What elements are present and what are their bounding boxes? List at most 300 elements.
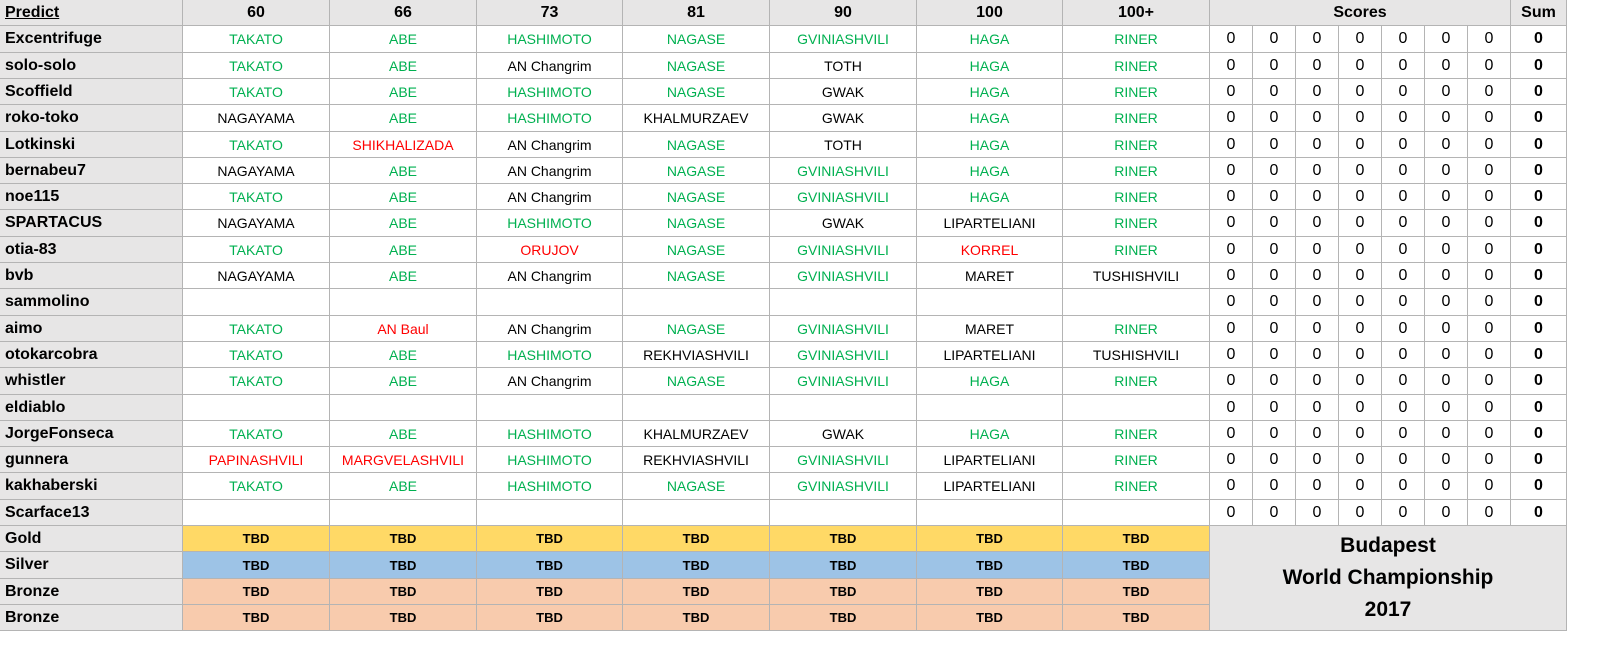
score-cell[interactable]: 0 — [1210, 342, 1253, 368]
score-cell[interactable]: 0 — [1468, 53, 1511, 79]
score-cell[interactable]: 0 — [1382, 210, 1425, 237]
score-cell[interactable]: 0 — [1425, 421, 1468, 447]
sum-cell[interactable]: 0 — [1511, 158, 1567, 184]
prediction-cell[interactable]: GWAK — [770, 210, 917, 237]
player-name[interactable]: otokarcobra — [0, 342, 183, 368]
score-cell[interactable]: 0 — [1253, 473, 1296, 500]
score-cell[interactable]: 0 — [1210, 132, 1253, 158]
score-cell[interactable]: 0 — [1296, 132, 1339, 158]
prediction-cell[interactable]: TOTH — [770, 53, 917, 79]
score-cell[interactable]: 0 — [1425, 237, 1468, 263]
prediction-cell[interactable]: PAPINASHVILI — [183, 447, 330, 473]
prediction-cell[interactable]: GVINIASHVILI — [770, 316, 917, 342]
score-cell[interactable]: 0 — [1468, 158, 1511, 184]
score-cell[interactable]: 0 — [1210, 184, 1253, 210]
score-cell[interactable]: 0 — [1253, 447, 1296, 473]
score-cell[interactable]: 0 — [1468, 237, 1511, 263]
prediction-cell[interactable]: NAGASE — [623, 263, 770, 289]
prediction-cell[interactable]: ABE — [330, 342, 477, 368]
prediction-cell[interactable] — [477, 500, 623, 526]
prediction-cell[interactable]: GVINIASHVILI — [770, 342, 917, 368]
score-cell[interactable]: 0 — [1339, 342, 1382, 368]
score-cell[interactable]: 0 — [1253, 237, 1296, 263]
score-cell[interactable]: 0 — [1296, 395, 1339, 421]
medal-result-cell[interactable]: TBD — [183, 579, 330, 605]
score-cell[interactable]: 0 — [1339, 395, 1382, 421]
sum-cell[interactable]: 0 — [1511, 210, 1567, 237]
score-cell[interactable]: 0 — [1468, 263, 1511, 289]
player-name[interactable]: Lotkinski — [0, 132, 183, 158]
score-cell[interactable]: 0 — [1296, 342, 1339, 368]
prediction-cell[interactable] — [1063, 500, 1210, 526]
medal-result-cell[interactable]: TBD — [477, 552, 623, 579]
prediction-cell[interactable]: AN Changrim — [477, 184, 623, 210]
score-cell[interactable]: 0 — [1425, 158, 1468, 184]
player-name[interactable]: sammolino — [0, 289, 183, 316]
prediction-cell[interactable]: TUSHISHVILI — [1063, 263, 1210, 289]
prediction-cell[interactable] — [183, 500, 330, 526]
prediction-cell[interactable] — [183, 395, 330, 421]
prediction-cell[interactable]: GVINIASHVILI — [770, 184, 917, 210]
prediction-cell[interactable]: NAGASE — [623, 158, 770, 184]
score-cell[interactable]: 0 — [1425, 105, 1468, 132]
score-cell[interactable]: 0 — [1468, 132, 1511, 158]
prediction-cell[interactable] — [770, 395, 917, 421]
prediction-cell[interactable]: ABE — [330, 158, 477, 184]
score-cell[interactable]: 0 — [1468, 184, 1511, 210]
prediction-cell[interactable]: NAGASE — [623, 368, 770, 395]
score-cell[interactable]: 0 — [1296, 210, 1339, 237]
score-cell[interactable]: 0 — [1468, 26, 1511, 53]
score-cell[interactable]: 0 — [1468, 289, 1511, 316]
prediction-cell[interactable]: AN Changrim — [477, 263, 623, 289]
prediction-cell[interactable]: TAKATO — [183, 368, 330, 395]
prediction-cell[interactable]: TAKATO — [183, 237, 330, 263]
weight-category-header[interactable]: 100+ — [1063, 0, 1210, 26]
score-cell[interactable]: 0 — [1382, 473, 1425, 500]
prediction-cell[interactable]: AN Changrim — [477, 368, 623, 395]
prediction-cell[interactable]: ABE — [330, 421, 477, 447]
prediction-cell[interactable]: GVINIASHVILI — [770, 263, 917, 289]
prediction-cell[interactable]: ABE — [330, 473, 477, 500]
medal-label-bronze[interactable]: Bronze — [0, 579, 183, 605]
sum-cell[interactable]: 0 — [1511, 368, 1567, 395]
score-cell[interactable]: 0 — [1253, 105, 1296, 132]
prediction-cell[interactable] — [623, 500, 770, 526]
score-cell[interactable]: 0 — [1468, 395, 1511, 421]
prediction-cell[interactable]: TAKATO — [183, 79, 330, 105]
score-cell[interactable]: 0 — [1339, 263, 1382, 289]
score-cell[interactable]: 0 — [1382, 237, 1425, 263]
score-cell[interactable]: 0 — [1468, 105, 1511, 132]
score-cell[interactable]: 0 — [1425, 132, 1468, 158]
score-cell[interactable]: 0 — [1210, 79, 1253, 105]
prediction-cell[interactable]: MARGVELASHVILI — [330, 447, 477, 473]
prediction-cell[interactable]: RINER — [1063, 79, 1210, 105]
score-cell[interactable]: 0 — [1339, 289, 1382, 316]
prediction-cell[interactable]: TOTH — [770, 132, 917, 158]
prediction-cell[interactable] — [623, 395, 770, 421]
prediction-cell[interactable]: REKHVIASHVILI — [623, 447, 770, 473]
prediction-cell[interactable]: HASHIMOTO — [477, 473, 623, 500]
prediction-cell[interactable]: NAGASE — [623, 184, 770, 210]
score-cell[interactable]: 0 — [1425, 342, 1468, 368]
score-cell[interactable]: 0 — [1425, 473, 1468, 500]
score-cell[interactable]: 0 — [1210, 289, 1253, 316]
score-cell[interactable]: 0 — [1253, 368, 1296, 395]
score-cell[interactable]: 0 — [1382, 26, 1425, 53]
weight-category-header[interactable]: 60 — [183, 0, 330, 26]
medal-result-cell[interactable]: TBD — [330, 526, 477, 552]
sum-cell[interactable]: 0 — [1511, 473, 1567, 500]
prediction-cell[interactable]: TAKATO — [183, 316, 330, 342]
prediction-cell[interactable]: GVINIASHVILI — [770, 237, 917, 263]
score-cell[interactable]: 0 — [1382, 158, 1425, 184]
sum-cell[interactable]: 0 — [1511, 237, 1567, 263]
score-cell[interactable]: 0 — [1425, 53, 1468, 79]
score-cell[interactable]: 0 — [1339, 473, 1382, 500]
prediction-cell[interactable] — [330, 395, 477, 421]
prediction-cell[interactable] — [917, 500, 1063, 526]
score-cell[interactable]: 0 — [1382, 500, 1425, 526]
score-cell[interactable]: 0 — [1253, 184, 1296, 210]
prediction-cell[interactable]: LIPARTELIANI — [917, 342, 1063, 368]
score-cell[interactable]: 0 — [1382, 132, 1425, 158]
prediction-cell[interactable]: ABE — [330, 210, 477, 237]
medal-result-cell[interactable]: TBD — [623, 552, 770, 579]
score-cell[interactable]: 0 — [1339, 237, 1382, 263]
prediction-cell[interactable]: ABE — [330, 53, 477, 79]
medal-result-cell[interactable]: TBD — [623, 526, 770, 552]
prediction-cell[interactable]: GVINIASHVILI — [770, 158, 917, 184]
prediction-cell[interactable]: RINER — [1063, 184, 1210, 210]
score-cell[interactable]: 0 — [1382, 184, 1425, 210]
score-cell[interactable]: 0 — [1425, 447, 1468, 473]
prediction-cell[interactable]: LIPARTELIANI — [917, 447, 1063, 473]
score-cell[interactable]: 0 — [1253, 316, 1296, 342]
prediction-cell[interactable]: GVINIASHVILI — [770, 26, 917, 53]
prediction-cell[interactable]: HAGA — [917, 79, 1063, 105]
sum-cell[interactable]: 0 — [1511, 395, 1567, 421]
score-cell[interactable]: 0 — [1339, 210, 1382, 237]
player-name[interactable]: whistler — [0, 368, 183, 395]
medal-label-bronze[interactable]: Bronze — [0, 605, 183, 631]
score-cell[interactable]: 0 — [1296, 263, 1339, 289]
prediction-cell[interactable]: AN Changrim — [477, 316, 623, 342]
prediction-cell[interactable]: ABE — [330, 79, 477, 105]
score-cell[interactable]: 0 — [1339, 500, 1382, 526]
prediction-cell[interactable]: HAGA — [917, 53, 1063, 79]
prediction-cell[interactable]: GVINIASHVILI — [770, 473, 917, 500]
prediction-cell[interactable]: ABE — [330, 184, 477, 210]
score-cell[interactable]: 0 — [1382, 105, 1425, 132]
sum-cell[interactable]: 0 — [1511, 26, 1567, 53]
score-cell[interactable]: 0 — [1210, 237, 1253, 263]
sum-cell[interactable]: 0 — [1511, 500, 1567, 526]
prediction-cell[interactable]: NAGASE — [623, 210, 770, 237]
prediction-cell[interactable] — [330, 289, 477, 316]
score-cell[interactable]: 0 — [1296, 26, 1339, 53]
player-name[interactable]: noe115 — [0, 184, 183, 210]
prediction-cell[interactable]: ABE — [330, 26, 477, 53]
predict-header[interactable]: Predict — [0, 0, 183, 26]
score-cell[interactable]: 0 — [1339, 368, 1382, 395]
medal-result-cell[interactable]: TBD — [1063, 552, 1210, 579]
prediction-cell[interactable] — [477, 395, 623, 421]
medal-result-cell[interactable]: TBD — [477, 526, 623, 552]
prediction-cell[interactable]: TAKATO — [183, 26, 330, 53]
player-name[interactable]: gunnera — [0, 447, 183, 473]
score-cell[interactable]: 0 — [1425, 263, 1468, 289]
prediction-cell[interactable]: RINER — [1063, 421, 1210, 447]
sum-cell[interactable]: 0 — [1511, 263, 1567, 289]
prediction-cell[interactable]: NAGASE — [623, 53, 770, 79]
prediction-cell[interactable]: SHIKHALIZADA — [330, 132, 477, 158]
score-cell[interactable]: 0 — [1296, 447, 1339, 473]
score-cell[interactable]: 0 — [1425, 79, 1468, 105]
score-cell[interactable]: 0 — [1468, 473, 1511, 500]
score-cell[interactable]: 0 — [1210, 210, 1253, 237]
prediction-cell[interactable]: HASHIMOTO — [477, 210, 623, 237]
score-cell[interactable]: 0 — [1468, 447, 1511, 473]
prediction-cell[interactable]: GWAK — [770, 421, 917, 447]
score-cell[interactable]: 0 — [1339, 53, 1382, 79]
prediction-cell[interactable]: MARET — [917, 263, 1063, 289]
score-cell[interactable]: 0 — [1210, 368, 1253, 395]
prediction-cell[interactable]: TAKATO — [183, 53, 330, 79]
prediction-cell[interactable]: ABE — [330, 105, 477, 132]
prediction-cell[interactable]: ORUJOV — [477, 237, 623, 263]
score-cell[interactable]: 0 — [1468, 210, 1511, 237]
medal-result-cell[interactable]: TBD — [330, 579, 477, 605]
prediction-cell[interactable]: HAGA — [917, 105, 1063, 132]
prediction-cell[interactable]: ABE — [330, 368, 477, 395]
prediction-cell[interactable]: HAGA — [917, 421, 1063, 447]
player-name[interactable]: Scarface13 — [0, 500, 183, 526]
score-cell[interactable]: 0 — [1425, 289, 1468, 316]
prediction-cell[interactable]: RINER — [1063, 316, 1210, 342]
score-cell[interactable]: 0 — [1210, 473, 1253, 500]
player-name[interactable]: kakhaberski — [0, 473, 183, 500]
prediction-cell[interactable]: AN Changrim — [477, 132, 623, 158]
medal-result-cell[interactable]: TBD — [770, 526, 917, 552]
prediction-cell[interactable]: RINER — [1063, 368, 1210, 395]
medal-result-cell[interactable]: TBD — [183, 552, 330, 579]
medal-result-cell[interactable]: TBD — [477, 605, 623, 631]
prediction-cell[interactable]: HASHIMOTO — [477, 421, 623, 447]
prediction-cell[interactable]: MARET — [917, 316, 1063, 342]
score-cell[interactable]: 0 — [1253, 158, 1296, 184]
score-cell[interactable]: 0 — [1210, 447, 1253, 473]
sum-cell[interactable]: 0 — [1511, 421, 1567, 447]
prediction-cell[interactable]: GWAK — [770, 79, 917, 105]
sum-cell[interactable]: 0 — [1511, 316, 1567, 342]
score-cell[interactable]: 0 — [1382, 316, 1425, 342]
prediction-cell[interactable]: HASHIMOTO — [477, 342, 623, 368]
prediction-cell[interactable] — [477, 289, 623, 316]
prediction-cell[interactable]: NAGASE — [623, 79, 770, 105]
score-cell[interactable]: 0 — [1296, 53, 1339, 79]
prediction-cell[interactable]: AN Changrim — [477, 158, 623, 184]
score-cell[interactable]: 0 — [1468, 79, 1511, 105]
weight-category-header[interactable]: 90 — [770, 0, 917, 26]
prediction-cell[interactable]: NAGAYAMA — [183, 158, 330, 184]
prediction-cell[interactable]: HASHIMOTO — [477, 105, 623, 132]
medal-result-cell[interactable]: TBD — [917, 579, 1063, 605]
prediction-cell[interactable]: KORREL — [917, 237, 1063, 263]
score-cell[interactable]: 0 — [1339, 184, 1382, 210]
player-name[interactable]: otia-83 — [0, 237, 183, 263]
score-cell[interactable]: 0 — [1296, 289, 1339, 316]
score-cell[interactable]: 0 — [1210, 158, 1253, 184]
score-cell[interactable]: 0 — [1296, 184, 1339, 210]
prediction-cell[interactable]: RINER — [1063, 105, 1210, 132]
medal-result-cell[interactable]: TBD — [623, 579, 770, 605]
prediction-cell[interactable]: HAGA — [917, 26, 1063, 53]
prediction-cell[interactable]: NAGAYAMA — [183, 263, 330, 289]
prediction-cell[interactable]: HAGA — [917, 132, 1063, 158]
prediction-cell[interactable]: NAGASE — [623, 26, 770, 53]
score-cell[interactable]: 0 — [1253, 79, 1296, 105]
score-cell[interactable]: 0 — [1210, 316, 1253, 342]
score-cell[interactable]: 0 — [1296, 473, 1339, 500]
player-name[interactable]: SPARTACUS — [0, 210, 183, 237]
score-cell[interactable]: 0 — [1382, 53, 1425, 79]
medal-result-cell[interactable]: TBD — [917, 526, 1063, 552]
weight-category-header[interactable]: 100 — [917, 0, 1063, 26]
score-cell[interactable]: 0 — [1253, 132, 1296, 158]
player-name[interactable]: roko-toko — [0, 105, 183, 132]
score-cell[interactable]: 0 — [1425, 316, 1468, 342]
sum-header[interactable]: Sum — [1511, 0, 1567, 26]
prediction-cell[interactable] — [917, 395, 1063, 421]
score-cell[interactable]: 0 — [1296, 500, 1339, 526]
score-cell[interactable]: 0 — [1339, 79, 1382, 105]
score-cell[interactable]: 0 — [1253, 395, 1296, 421]
medal-result-cell[interactable]: TBD — [1063, 579, 1210, 605]
prediction-cell[interactable] — [330, 500, 477, 526]
score-cell[interactable]: 0 — [1296, 237, 1339, 263]
score-cell[interactable]: 0 — [1425, 395, 1468, 421]
player-name[interactable]: bernabeu7 — [0, 158, 183, 184]
score-cell[interactable]: 0 — [1296, 368, 1339, 395]
score-cell[interactable]: 0 — [1382, 368, 1425, 395]
prediction-cell[interactable] — [1063, 289, 1210, 316]
medal-result-cell[interactable]: TBD — [1063, 605, 1210, 631]
prediction-cell[interactable]: RINER — [1063, 210, 1210, 237]
score-cell[interactable]: 0 — [1382, 263, 1425, 289]
prediction-cell[interactable]: RINER — [1063, 237, 1210, 263]
prediction-cell[interactable] — [770, 500, 917, 526]
prediction-cell[interactable]: LIPARTELIANI — [917, 210, 1063, 237]
prediction-cell[interactable]: LIPARTELIANI — [917, 473, 1063, 500]
score-cell[interactable]: 0 — [1253, 500, 1296, 526]
score-cell[interactable]: 0 — [1468, 342, 1511, 368]
prediction-cell[interactable]: RINER — [1063, 26, 1210, 53]
sum-cell[interactable]: 0 — [1511, 447, 1567, 473]
player-name[interactable]: JorgeFonseca — [0, 421, 183, 447]
player-name[interactable]: bvb — [0, 263, 183, 289]
sum-cell[interactable]: 0 — [1511, 342, 1567, 368]
medal-label-silver[interactable]: Silver — [0, 552, 183, 579]
prediction-cell[interactable]: TAKATO — [183, 342, 330, 368]
prediction-cell[interactable] — [1063, 395, 1210, 421]
medal-result-cell[interactable]: TBD — [183, 526, 330, 552]
prediction-cell[interactable]: AN Baul — [330, 316, 477, 342]
score-cell[interactable]: 0 — [1296, 158, 1339, 184]
medal-result-cell[interactable]: TBD — [330, 605, 477, 631]
prediction-cell[interactable]: NAGASE — [623, 316, 770, 342]
prediction-cell[interactable]: TAKATO — [183, 473, 330, 500]
weight-category-header[interactable]: 66 — [330, 0, 477, 26]
sum-cell[interactable]: 0 — [1511, 53, 1567, 79]
medal-result-cell[interactable]: TBD — [330, 552, 477, 579]
score-cell[interactable]: 0 — [1339, 132, 1382, 158]
score-cell[interactable]: 0 — [1425, 184, 1468, 210]
prediction-cell[interactable]: NAGAYAMA — [183, 210, 330, 237]
score-cell[interactable]: 0 — [1296, 316, 1339, 342]
prediction-cell[interactable]: GVINIASHVILI — [770, 447, 917, 473]
score-cell[interactable]: 0 — [1210, 263, 1253, 289]
prediction-cell[interactable]: HASHIMOTO — [477, 79, 623, 105]
score-cell[interactable]: 0 — [1210, 500, 1253, 526]
score-cell[interactable]: 0 — [1425, 368, 1468, 395]
prediction-cell[interactable]: HAGA — [917, 158, 1063, 184]
prediction-cell[interactable]: AN Changrim — [477, 53, 623, 79]
prediction-cell[interactable]: NAGASE — [623, 237, 770, 263]
player-name[interactable]: Scoffield — [0, 79, 183, 105]
score-cell[interactable]: 0 — [1468, 316, 1511, 342]
sum-cell[interactable]: 0 — [1511, 184, 1567, 210]
medal-result-cell[interactable]: TBD — [917, 605, 1063, 631]
prediction-cell[interactable] — [183, 289, 330, 316]
prediction-cell[interactable]: HAGA — [917, 368, 1063, 395]
player-name[interactable]: Excentrifuge — [0, 26, 183, 53]
player-name[interactable]: aimo — [0, 316, 183, 342]
score-cell[interactable]: 0 — [1425, 26, 1468, 53]
medal-label-gold[interactable]: Gold — [0, 526, 183, 552]
score-cell[interactable]: 0 — [1210, 421, 1253, 447]
prediction-cell[interactable] — [770, 289, 917, 316]
prediction-cell[interactable]: TAKATO — [183, 132, 330, 158]
score-cell[interactable]: 0 — [1296, 79, 1339, 105]
weight-category-header[interactable]: 81 — [623, 0, 770, 26]
score-cell[interactable]: 0 — [1468, 500, 1511, 526]
player-name[interactable]: eldiablo — [0, 395, 183, 421]
medal-result-cell[interactable]: TBD — [917, 552, 1063, 579]
medal-result-cell[interactable]: TBD — [770, 579, 917, 605]
score-cell[interactable]: 0 — [1210, 105, 1253, 132]
prediction-cell[interactable]: GWAK — [770, 105, 917, 132]
score-cell[interactable]: 0 — [1382, 79, 1425, 105]
score-cell[interactable]: 0 — [1339, 421, 1382, 447]
prediction-cell[interactable]: NAGASE — [623, 132, 770, 158]
sum-cell[interactable]: 0 — [1511, 132, 1567, 158]
score-cell[interactable]: 0 — [1253, 421, 1296, 447]
prediction-cell[interactable]: RINER — [1063, 53, 1210, 79]
prediction-cell[interactable]: HAGA — [917, 184, 1063, 210]
medal-result-cell[interactable]: TBD — [623, 605, 770, 631]
score-cell[interactable]: 0 — [1382, 289, 1425, 316]
score-cell[interactable]: 0 — [1253, 342, 1296, 368]
medal-result-cell[interactable]: TBD — [1063, 526, 1210, 552]
score-cell[interactable]: 0 — [1382, 421, 1425, 447]
prediction-cell[interactable]: RINER — [1063, 473, 1210, 500]
medal-result-cell[interactable]: TBD — [770, 605, 917, 631]
prediction-cell[interactable]: ABE — [330, 263, 477, 289]
score-cell[interactable]: 0 — [1468, 421, 1511, 447]
score-cell[interactable]: 0 — [1253, 289, 1296, 316]
